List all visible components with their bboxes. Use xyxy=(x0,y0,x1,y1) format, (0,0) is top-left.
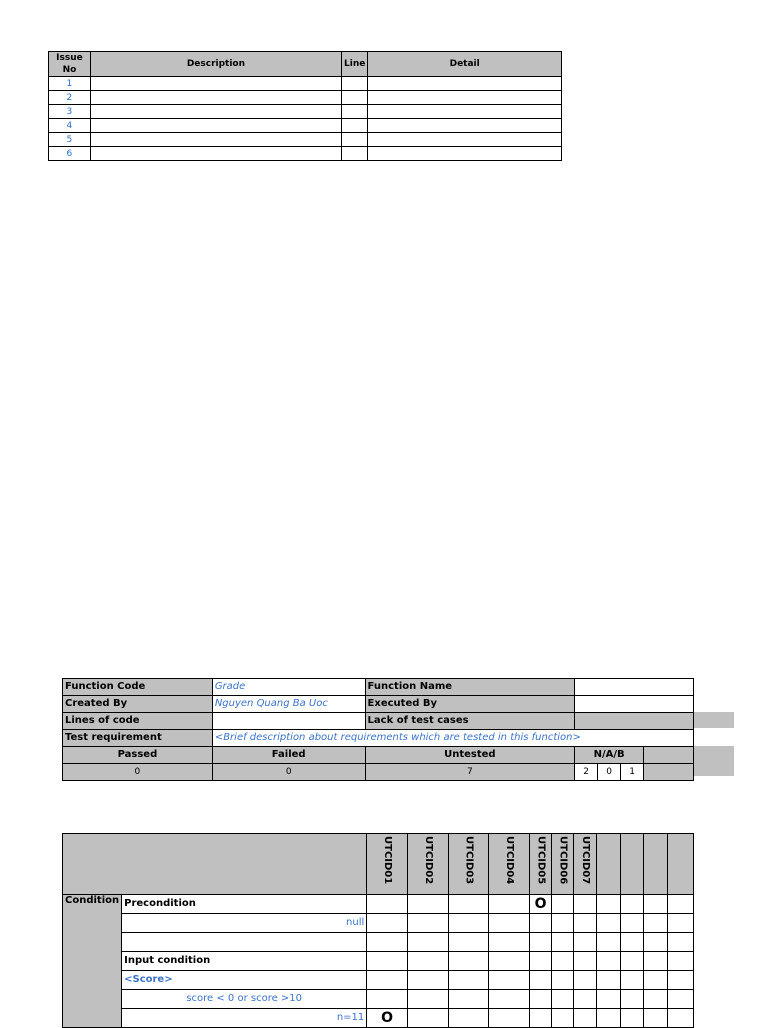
issue-description-cell[interactable] xyxy=(90,77,341,91)
matrix-cell[interactable] xyxy=(489,990,530,1009)
matrix-cell[interactable] xyxy=(552,895,574,914)
matrix-row xyxy=(63,1009,694,1028)
matrix-cell[interactable] xyxy=(620,971,644,990)
matrix-row xyxy=(63,914,694,933)
input-condition-label: Input condition xyxy=(122,952,367,971)
matrix-cell[interactable] xyxy=(367,933,408,952)
matrix-cell[interactable] xyxy=(552,1009,574,1028)
matrix-cell[interactable] xyxy=(596,971,620,990)
table-row xyxy=(49,147,562,161)
issue-description-cell[interactable] xyxy=(90,105,341,119)
matrix-header-row xyxy=(63,834,694,895)
score-label: <Score> xyxy=(122,971,367,990)
matrix-cell[interactable] xyxy=(408,952,449,971)
matrix-cell[interactable] xyxy=(552,952,574,971)
matrix-cell[interactable] xyxy=(644,895,668,914)
issue-line-cell[interactable] xyxy=(342,133,368,147)
precondition-label: Precondition xyxy=(122,895,367,914)
lines-of-code-value[interactable] xyxy=(212,713,365,730)
issue-line-cell[interactable] xyxy=(342,105,368,119)
matrix-cell[interactable] xyxy=(644,933,668,952)
matrix-row xyxy=(63,952,694,971)
matrix-cell[interactable] xyxy=(668,952,694,971)
matrix-cell[interactable] xyxy=(408,1009,449,1028)
test-case-header[interactable] xyxy=(530,834,552,895)
matrix-cell[interactable] xyxy=(573,952,596,971)
matrix-cell[interactable] xyxy=(668,895,694,914)
test-case-id: UTCID03 xyxy=(463,836,475,885)
matrix-row xyxy=(63,990,694,1009)
table-row xyxy=(49,105,562,119)
matrix-cell[interactable] xyxy=(620,952,644,971)
matrix-cell[interactable] xyxy=(668,1009,694,1028)
matrix-cell[interactable] xyxy=(620,933,644,952)
failed-count: 0 xyxy=(212,764,365,781)
test-case-id: UTCID06 xyxy=(557,836,569,885)
table-row xyxy=(49,119,562,133)
empty-case-header xyxy=(596,834,620,895)
summary-value-row xyxy=(63,764,694,781)
test-case-header[interactable] xyxy=(448,834,489,895)
matrix-cell[interactable] xyxy=(530,1009,552,1028)
function-name-label: Function Name xyxy=(365,679,575,696)
summary-header-row xyxy=(63,747,694,764)
n-count: 2 xyxy=(575,764,598,781)
matrix-cell[interactable] xyxy=(530,914,552,933)
function-code-row xyxy=(63,679,694,696)
issue-detail-cell[interactable] xyxy=(368,77,562,91)
created-by-value[interactable]: Nguyen Quang Ba Uoc xyxy=(212,696,365,713)
matrix-cell[interactable] xyxy=(489,1009,530,1028)
matrix-cell[interactable] xyxy=(552,933,574,952)
matrix-cell[interactable] xyxy=(448,895,489,914)
line-header: Line xyxy=(342,52,368,77)
lines-of-code-label: Lines of code xyxy=(63,713,213,730)
matrix-cell[interactable] xyxy=(530,971,552,990)
issue-number: 1 xyxy=(49,77,91,91)
matrix-cell[interactable] xyxy=(596,990,620,1009)
test-requirement-row xyxy=(63,730,694,747)
table-row xyxy=(49,133,562,147)
matrix-cell[interactable] xyxy=(644,990,668,1009)
matrix-cell[interactable] xyxy=(596,952,620,971)
matrix-cell[interactable] xyxy=(644,1009,668,1028)
issue-detail-cell[interactable] xyxy=(368,91,562,105)
function-name-value[interactable] xyxy=(575,679,694,696)
condition-label: Condition xyxy=(63,895,122,1028)
matrix-cell[interactable] xyxy=(489,952,530,971)
matrix-cell[interactable] xyxy=(668,914,694,933)
issue-description-cell[interactable] xyxy=(90,119,341,133)
function-info-table xyxy=(62,678,694,781)
matrix-cell[interactable] xyxy=(408,933,449,952)
test-case-id: UTCID05 xyxy=(535,836,547,885)
matrix-cell[interactable] xyxy=(367,895,408,914)
check-mark[interactable]: O xyxy=(367,1009,408,1028)
test-case-header[interactable] xyxy=(408,834,449,895)
matrix-cell[interactable] xyxy=(668,933,694,952)
test-requirement-label: Test requirement xyxy=(63,730,213,747)
created-by-label: Created By xyxy=(63,696,213,713)
matrix-cell[interactable] xyxy=(408,914,449,933)
matrix-cell[interactable] xyxy=(620,914,644,933)
issue-line-cell[interactable] xyxy=(342,147,368,161)
issue-detail-cell[interactable] xyxy=(368,119,562,133)
matrix-cell[interactable] xyxy=(644,952,668,971)
matrix-cell[interactable] xyxy=(448,914,489,933)
passed-header: Passed xyxy=(63,747,213,764)
issue-number: 3 xyxy=(49,105,91,119)
function-code-value[interactable]: Grade xyxy=(212,679,365,696)
executed-by-label: Executed By xyxy=(365,696,575,713)
issue-number: 6 xyxy=(49,147,91,161)
summary-blank-cell xyxy=(644,764,694,781)
issue-description-cell[interactable] xyxy=(90,147,341,161)
matrix-cell[interactable] xyxy=(448,1009,489,1028)
issue-detail-cell[interactable] xyxy=(368,147,562,161)
issue-line-cell[interactable] xyxy=(342,77,368,91)
matrix-cell[interactable] xyxy=(408,990,449,1009)
empty-case-header xyxy=(668,834,694,895)
matrix-cell[interactable] xyxy=(448,952,489,971)
matrix-row xyxy=(63,895,694,914)
issue-number: 4 xyxy=(49,119,91,133)
matrix-cell[interactable] xyxy=(530,933,552,952)
side-grey-block xyxy=(694,712,734,728)
issue-detail-cell[interactable] xyxy=(368,105,562,119)
matrix-cell[interactable] xyxy=(596,914,620,933)
n11-condition: n=11 xyxy=(122,1009,367,1028)
test-requirement-value[interactable]: <Brief description about requirements which are tested in this function> xyxy=(212,730,693,747)
matrix-cell[interactable] xyxy=(489,933,530,952)
matrix-cell[interactable] xyxy=(408,895,449,914)
empty-case-header xyxy=(620,834,644,895)
lines-of-code-row xyxy=(63,713,694,730)
matrix-cell[interactable] xyxy=(448,933,489,952)
matrix-cell[interactable] xyxy=(620,1009,644,1028)
matrix-cell[interactable] xyxy=(573,1009,596,1028)
matrix-row xyxy=(63,971,694,990)
test-case-header[interactable] xyxy=(552,834,574,895)
untested-count: 7 xyxy=(365,764,575,781)
matrix-cell[interactable] xyxy=(552,914,574,933)
matrix-cell[interactable] xyxy=(573,914,596,933)
issue-table xyxy=(48,51,562,161)
matrix-cell[interactable] xyxy=(367,990,408,1009)
test-case-header[interactable] xyxy=(489,834,530,895)
lack-of-test-cases-value xyxy=(575,713,694,730)
test-case-header[interactable] xyxy=(573,834,596,895)
matrix-cell[interactable] xyxy=(573,933,596,952)
empty-case-header xyxy=(644,834,668,895)
issue-no-header: Issue No xyxy=(49,52,91,77)
untested-header: Untested xyxy=(365,747,575,764)
side-grey-block xyxy=(694,746,734,776)
test-case-id: UTCID01 xyxy=(382,836,394,885)
test-case-id: UTCID02 xyxy=(422,836,434,885)
lack-of-test-cases-label: Lack of test cases xyxy=(365,713,575,730)
matrix-cell[interactable] xyxy=(573,971,596,990)
matrix-cell[interactable] xyxy=(530,952,552,971)
passed-count: 0 xyxy=(63,764,213,781)
score-range-condition: score < 0 or score >10 xyxy=(122,990,367,1009)
matrix-cell[interactable] xyxy=(596,933,620,952)
issue-line-cell[interactable] xyxy=(342,119,368,133)
matrix-cell[interactable] xyxy=(668,971,694,990)
matrix-cell[interactable] xyxy=(489,971,530,990)
matrix-cell[interactable] xyxy=(668,990,694,1009)
issue-table-header xyxy=(49,52,562,77)
issue-number: 2 xyxy=(49,91,91,105)
matrix-cell[interactable] xyxy=(489,914,530,933)
issue-number: 5 xyxy=(49,133,91,147)
table-row xyxy=(49,77,562,91)
matrix-cell[interactable] xyxy=(552,971,574,990)
table-row xyxy=(49,91,562,105)
matrix-cell[interactable] xyxy=(596,1009,620,1028)
matrix-cell[interactable] xyxy=(573,895,596,914)
matrix-cell[interactable] xyxy=(620,990,644,1009)
matrix-cell[interactable] xyxy=(552,990,574,1009)
test-case-matrix xyxy=(62,833,694,1028)
matrix-cell[interactable] xyxy=(620,895,644,914)
function-code-label: Function Code xyxy=(63,679,213,696)
nab-header: N/A/B xyxy=(575,747,644,764)
a-count: 0 xyxy=(598,764,621,781)
matrix-cell[interactable] xyxy=(367,971,408,990)
matrix-cell[interactable] xyxy=(448,990,489,1009)
executed-by-value[interactable] xyxy=(575,696,694,713)
matrix-cell[interactable] xyxy=(367,952,408,971)
issue-description-cell[interactable] xyxy=(90,133,341,147)
matrix-cell[interactable] xyxy=(530,990,552,1009)
failed-header: Failed xyxy=(212,747,365,764)
detail-header: Detail xyxy=(368,52,562,77)
created-by-row xyxy=(63,696,694,713)
null-condition: null xyxy=(122,914,367,933)
summary-blank-header xyxy=(644,747,694,764)
test-case-header[interactable] xyxy=(367,834,408,895)
matrix-cell[interactable] xyxy=(573,990,596,1009)
test-case-id: UTCID04 xyxy=(504,836,516,885)
matrix-row xyxy=(63,933,694,952)
issue-detail-cell[interactable] xyxy=(368,133,562,147)
matrix-cell[interactable] xyxy=(596,895,620,914)
description-header: Description xyxy=(90,52,341,77)
b-count: 1 xyxy=(621,764,644,781)
matrix-cell[interactable] xyxy=(644,971,668,990)
matrix-cell[interactable] xyxy=(644,914,668,933)
issue-description-cell[interactable] xyxy=(90,91,341,105)
matrix-cell[interactable] xyxy=(408,971,449,990)
matrix-cell[interactable] xyxy=(448,971,489,990)
check-mark[interactable]: O xyxy=(530,895,552,914)
matrix-cell[interactable] xyxy=(367,914,408,933)
blank-condition xyxy=(122,933,367,952)
test-case-id: UTCID07 xyxy=(579,836,591,885)
matrix-corner xyxy=(63,834,367,895)
matrix-cell[interactable] xyxy=(489,895,530,914)
issue-line-cell[interactable] xyxy=(342,91,368,105)
